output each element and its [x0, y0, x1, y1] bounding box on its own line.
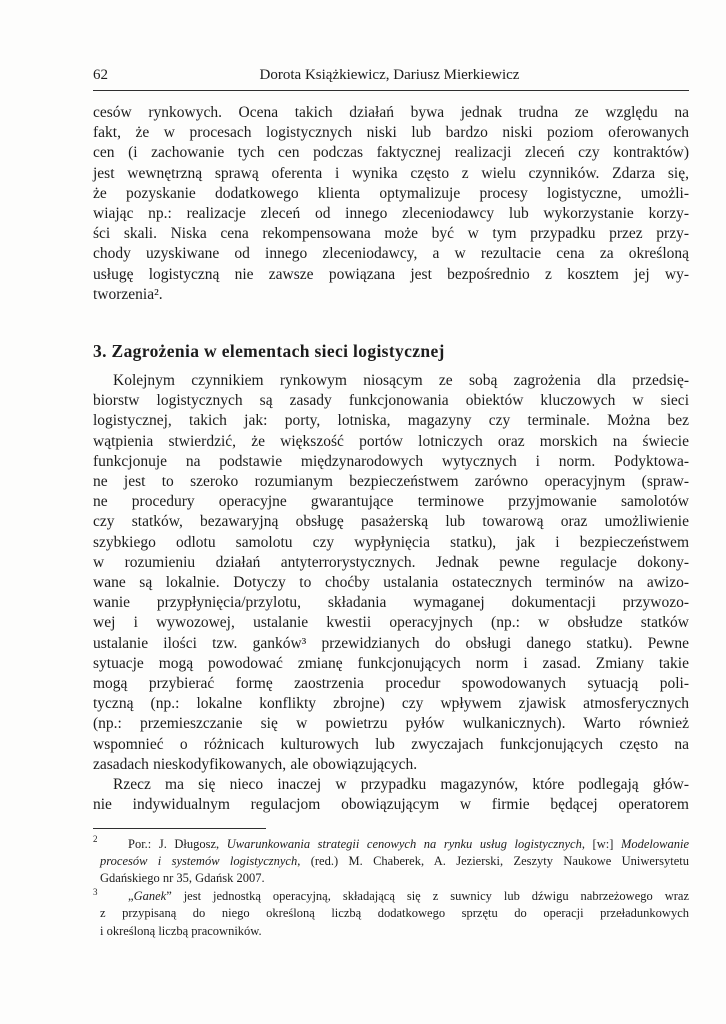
text-line: (np.: przemieszczanie się w powietrzu pyłów wulkanicznych). Warto również: [93, 715, 689, 733]
running-head-authors: Dorota Książkiewicz, Dariusz Mierkiewicz: [259, 67, 520, 83]
text-line: wanie przypłynięcia/przylotu, składania wymaganej dokumentacji przywozo-: [93, 594, 689, 612]
text-line: że pozyskanie dodatkowego klienta optymalizuje procesy logistyczne, umożli-: [93, 184, 689, 202]
body-paragraph: [93, 371, 689, 775]
text-line: sytuacje mogą powodować zmianę funkcjonujących norm i zasad. Zmiany takie: [93, 654, 689, 672]
footnote: [93, 836, 689, 888]
footnote-line: [100, 905, 689, 922]
text-line: tworzenia².: [93, 285, 163, 303]
footnote-line: [100, 923, 689, 940]
text-line: logistycznej, takich jak: porty, lotniska, magazyny czy terminale. Można bez: [93, 412, 689, 430]
footnote-text: , (red.) M. Chaberek, A. Jezierski, Zeszyty Naukowe Uniwersytetu: [297, 853, 689, 868]
text-line: wane są lokalnie. Dotyczy to choćby ustalania ostatecznych terminów na awizo-: [93, 574, 689, 592]
text-line: ne procedury operacyjne gwarantujące terminowe przyjmowanie samolotów: [93, 493, 689, 511]
section-heading: 3. Zagrożenia w elementach sieci logistycznej: [93, 341, 445, 362]
footnote-line: [100, 853, 689, 870]
text-line: cen (i zachowanie tych cen podczas faktycznej realizacji zleceń czy kontraktów): [93, 144, 689, 162]
footnote: [93, 888, 689, 940]
body-paragraph: [93, 775, 689, 815]
text-line: jest wewnętrzną sprawą oferenta i wynika często z wielu czynników. Zdarza się,: [93, 164, 689, 182]
footnote-text: z przypisaną do niego określoną liczbą dodatkowego sprzętu do operacji przeładunkowych: [100, 906, 689, 921]
text-line: mogą przybierać formę zaostrzenia procedur spowodowanych sytuacją poli-: [93, 675, 689, 693]
footnote-line: $^3$ „Ganek” jest jednostką operacyjną, składającą się z suwnicy lub dźwigu nabrzeżowego wraz: [93, 886, 689, 903]
footnote-text-italic: Modelowanie: [620, 836, 689, 851]
text-line: zasadach nieskodyfikowanych, ale obowiązujących.: [93, 755, 418, 773]
body-blocks: [93, 103, 689, 816]
text-line: Rzecz ma się nieco inaczej w przypadku magazynów, które podlegają głów-: [113, 776, 689, 794]
text-line: Kolejnym czynnikiem rynkowym niosącym ze sobą zagrożenia dla przedsię-: [113, 372, 689, 390]
text-line: funkcjonuje na podstawie międzynarodowych wytycznych i norm. Podyktowa-: [93, 452, 689, 470]
footnote-list: [93, 836, 689, 940]
text-line: ne jest to szeroko rozumianym bezpieczeństwem zarówno operacyjnym (spraw-: [93, 473, 689, 491]
text-column: [93, 67, 689, 940]
text-line: chody uzyskiwane od innego zleceniodawcy, a w rezultacie cena za określoną: [93, 245, 689, 263]
text-line: szybkiego odlotu samolotu czy wypłynięcia statku), jak i bezpieczeństwem: [93, 533, 689, 551]
text-line: wej i wywozowej, ustalanie kwestii operacyjnych (np.: w obsłudze statków: [93, 614, 689, 632]
footnote-separator-rule: [93, 828, 266, 829]
footnote-text-italic: procesów i systemów logistycznych: [100, 853, 298, 868]
footnote-text: , [w:]: [581, 836, 621, 851]
footnote-text: Gdańskiego nr 35, Gdańsk 2007.: [100, 871, 265, 886]
text-line: w rozumieniu działań antyterrorystycznych. Jednak pewne regulacje dokony-: [93, 553, 689, 571]
footnote-text: Por.: J. Długosz,: [128, 836, 227, 851]
text-line: fakt, że w procesach logistycznych niski lub bardzo niski poziom oferowanych: [93, 124, 689, 142]
page-number: 62: [93, 67, 108, 83]
text-line: tyczną (np.: lokalne konflikty zbrojne) czy wpływem zjawisk atmosferycznych: [93, 695, 689, 713]
text-line: wątpienia stwierdzić, że większość portów lotniczych oraz morskich na świecie: [93, 432, 689, 450]
running-header: [93, 67, 689, 91]
footnote-line: $^2$ Por.: J. Długosz, Uwarunkowania strategii cenowych na rynku usług logistycznych, [w:] Modelowanie: [93, 834, 689, 851]
text-line: ści skali. Niska cena rekompensowana może być w tym przypadku przez przy-: [93, 225, 689, 243]
footnote-text: „: [128, 888, 134, 903]
footnote-text: ” jest jednostką operacyjną, składającą się z suwnicy lub dźwigu nabrzeżowego wraz: [166, 888, 689, 903]
text-line: czy statków, bezawaryjną obsługę pasażerską lub towarową oraz umożliwienie: [93, 513, 689, 531]
text-line: ustalanie ilości tzw. ganków³ przewidzianych do obsługi danego statku). Pewne: [93, 634, 689, 652]
text-line: nie indywidualnym regulacjom obowiązującym w firmie będącej operatorem: [93, 796, 689, 814]
text-line: wspomnieć o różnicach kulturowych lub zwyczajach funkcjonujących często na: [93, 735, 689, 753]
footnote-line: [100, 870, 689, 887]
text-line: usługę logistyczną nie zawsze powiązana jest bezpośrednio z kosztem jej wy-: [93, 265, 689, 283]
footnote-area: [93, 828, 689, 940]
footnote-text-italic: Uwarunkowania strategii cenowych na rynku usług logistycznych: [226, 836, 582, 851]
footnote-text-italic: Ganek: [133, 888, 167, 903]
body-paragraph: [93, 103, 689, 305]
text-line: wiając np.: realizacje zleceń od innego zleceniodawcy lub wykorzystanie korzy-: [93, 205, 689, 223]
text-line: cesów rynkowych. Ocena takich działań bywa jednak trudna ze względu na: [93, 104, 689, 121]
text-line: biorstw logistycznych są zasady funkcjonowania obiektów kluczowych w sieci: [93, 392, 689, 410]
footnote-text: i określoną liczbą pracowników.: [100, 923, 262, 938]
